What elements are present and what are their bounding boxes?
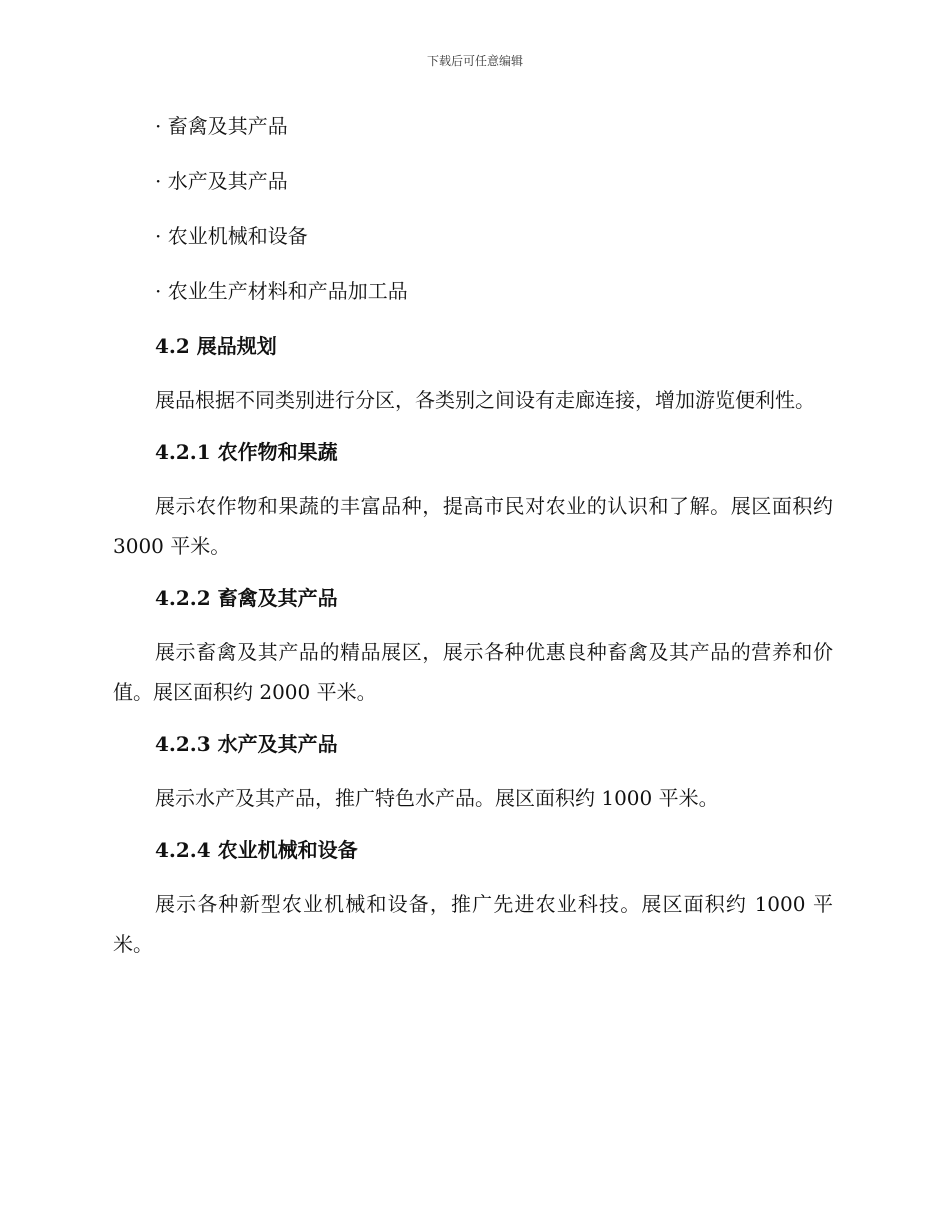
subsection-heading: 4.2.1 农作物和果蔬 (155, 440, 338, 464)
subsection-paragraph: 展示畜禽及其产品的精品展区，展示各种优惠良种畜禽及其产品的营养和价值。展区面积约 2000 平米。 (113, 640, 833, 704)
list-item: · 农业机械和设备 (155, 224, 308, 248)
subsection-heading: 4.2.4 农业机械和设备 (155, 838, 358, 862)
subsection-paragraph: 展示水产及其产品，推广特色水产品。展区面积约 1000 平米。 (155, 786, 719, 810)
page-content (113, 108, 833, 978)
list-item: · 农业生产材料和产品加工品 (155, 279, 408, 303)
section-intro-paragraph: 展品根据不同类别进行分区，各类别之间设有走廊连接，增加游览便利性。 (155, 388, 815, 412)
subsection-paragraph: 展示各种新型农业机械和设备，推广先进农业科技。展区面积约 1000 平米。 (113, 892, 833, 956)
subsection-heading: 4.2.3 水产及其产品 (155, 732, 338, 756)
subsection-paragraph: 展示农作物和果蔬的丰富品种，提高市民对农业的认识和了解。展区面积约 3000 平米。 (113, 494, 833, 558)
list-item: · 畜禽及其产品 (155, 114, 288, 138)
subsection-heading: 4.2.2 畜禽及其产品 (155, 586, 338, 610)
section-heading: 4.2 展品规划 (155, 334, 277, 358)
list-item: · 水产及其产品 (155, 169, 288, 193)
page-header: 下载后可任意编辑 (426, 54, 523, 68)
